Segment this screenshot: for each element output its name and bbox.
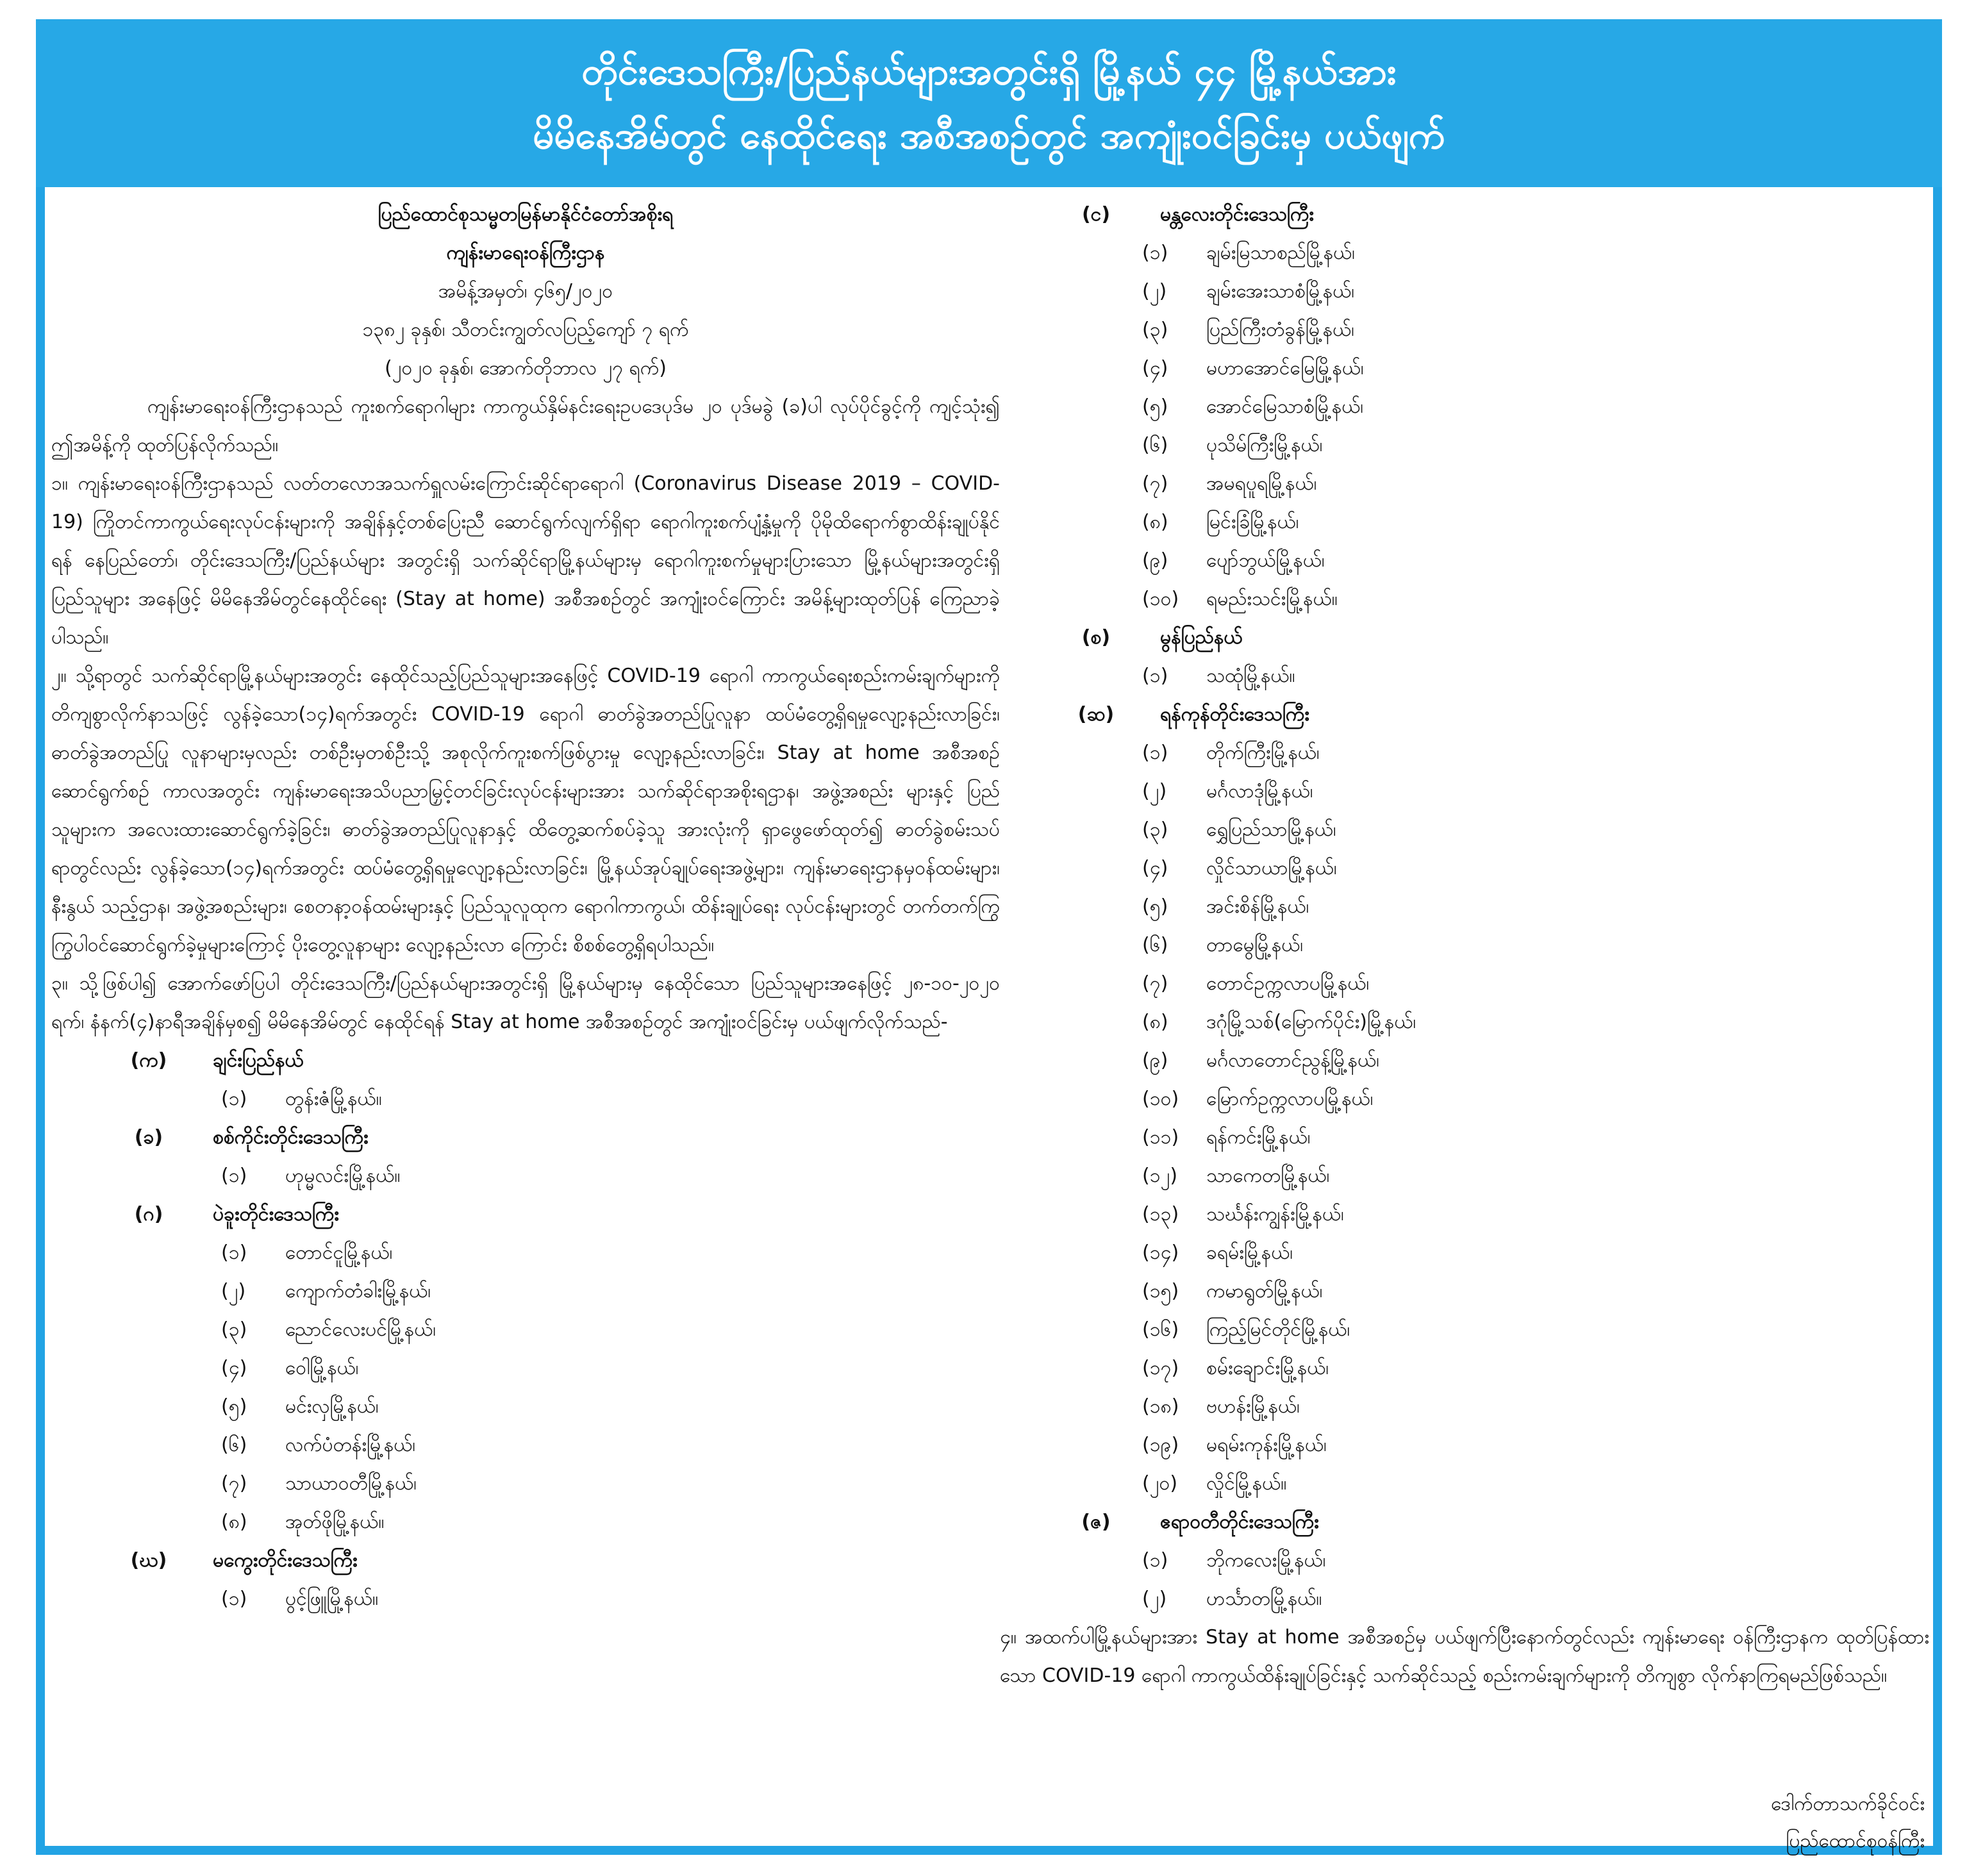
item-number: (၆): [1142, 434, 1168, 456]
item-number: (၃): [1142, 319, 1168, 341]
township-name: မြောက်ဥက္ကလာပမြို့နယ်၊: [1206, 1088, 1374, 1110]
item-number: (၂): [1142, 780, 1167, 802]
township-name: လှိုင်သာယာမြို့နယ်၊: [1206, 857, 1337, 879]
township-list-item: [1000, 965, 1929, 1003]
township-name: ရွှေပြည်သာမြို့နယ်၊: [1206, 818, 1336, 841]
township-name: ဘိုကလေးမြို့နယ်၊: [1206, 1549, 1326, 1572]
township-name: တာမွေမြို့နယ်၊: [1206, 934, 1304, 956]
section-heading: [51, 1195, 1000, 1234]
section-label: (င): [1081, 203, 1111, 226]
township-list-item: [1000, 734, 1929, 772]
township-list-item: [1000, 888, 1929, 926]
township-list-item: [1000, 426, 1929, 465]
item-number: (၁၄): [1142, 1241, 1179, 1264]
township-list-item: [1000, 1426, 1929, 1465]
item-number: (၂): [1142, 1588, 1167, 1610]
item-number: (၁၀): [1142, 588, 1179, 610]
township-name: လက်ပံတန်းမြို့နယ်၊: [285, 1434, 416, 1456]
township-name: ပျော်ဘွယ်မြို့နယ်၊: [1206, 549, 1325, 572]
item-number: (၁၉): [1142, 1434, 1179, 1456]
date-myanmar: ၁၃၈၂ ခုနှစ်၊ သီတင်းကျွတ်လပြည့်ကျော် ၇ ရက်: [362, 319, 689, 341]
item-number: (၁၀): [1142, 1088, 1179, 1110]
intro-paragraph: ကျန်းမာရေးဝန်ကြီးဌာနသည် ကူးစက်ရောဂါများ ကာကွယ်နှိမ်နင်းရေးဥပဒေပုဒ်မ ၂၀ ပုဒ်မခွဲ (ခ)ပါ လုပ်ပိုင်ခွင့်ကို ကျင့်သုံး၍ ဤအမိန့်ကို ထုတ်ပြန်လိုက်သည်။: [51, 395, 1000, 456]
government-name: ပြည်ထောင်စုသမ္မတမြန်မာနိုင်ငံတော်အစိုးရ: [378, 203, 674, 226]
township-name: သာကေတမြို့နယ်၊: [1206, 1165, 1330, 1187]
section-region-name: ပဲခူးတိုင်းဒေသကြီး: [213, 1203, 339, 1225]
item-number: (၈): [1142, 511, 1168, 533]
township-name: ရန်ကင်းမြို့နယ်၊: [1206, 1126, 1311, 1149]
township-name: မြင်းခြံမြို့နယ်၊: [1206, 511, 1299, 533]
item-number: (၁): [1142, 665, 1168, 687]
township-name: တွန်းဇံမြို့နယ်။: [285, 1088, 382, 1110]
paragraph-4: ၄။ အထက်ပါမြို့နယ်များအား Stay at home အစီအစဉ်မှ ပယ်ဖျက်ပြီးနောက်တွင်လည်း ကျန်းမာရေး ဝန်ကြီးဌာနက ထုတ်ပြန်ထားသော COVID-19 ရောဂါ ကာကွယ်ထိန်းချုပ်ခြင်းနှင့် သက်ဆိုင်သည့် စည်းကမ်းချက်များကို တိကျစွာ လိုက်နာကြရမည်ဖြစ်သည်။: [1000, 1626, 1929, 1687]
township-list-item: [1000, 465, 1929, 503]
township-list-item: [1000, 1311, 1929, 1349]
date-gregorian: (၂၀၂၀ ခုနှစ်၊ အောက်တိုဘာလ ၂၇ ရက်): [385, 357, 667, 379]
township-list-item: [51, 1234, 1000, 1272]
item-number: (၁၈): [1142, 1395, 1179, 1418]
township-list-item: [1000, 811, 1929, 849]
section-label: (ဇ): [1081, 1511, 1111, 1533]
item-number: (၄): [1142, 857, 1168, 879]
township-list-item: [51, 1080, 1000, 1118]
township-name: မရမ်းကုန်းမြို့နယ်၊: [1206, 1434, 1327, 1456]
item-number: (၃): [1142, 818, 1168, 841]
section-region-name: စစ်ကိုင်းတိုင်းဒေသကြီး: [213, 1126, 369, 1149]
township-name: ပုသိမ်ကြီးမြို့နယ်၊: [1206, 434, 1323, 456]
item-number: (၁): [1142, 742, 1168, 764]
section-heading: [1000, 618, 1929, 657]
item-number: (၅): [1142, 895, 1168, 918]
township-list-item: [1000, 1541, 1929, 1580]
township-list-item: [1000, 1580, 1929, 1618]
item-number: (၅): [221, 1395, 247, 1418]
right-sections-list: [1000, 195, 1929, 1618]
township-list-item: [51, 1272, 1000, 1311]
township-list-item: [1000, 272, 1929, 311]
header-banner: [36, 19, 1942, 187]
section-label: (ဆ): [1077, 703, 1115, 726]
item-number: (၁): [221, 1165, 247, 1187]
township-name: သင်္ဃန်းကျွန်းမြို့နယ်၊: [1206, 1203, 1344, 1225]
township-list-item: [1000, 311, 1929, 349]
item-number: (၈): [1142, 1011, 1168, 1033]
township-list-item: [1000, 849, 1929, 888]
item-number: (၉): [1142, 549, 1168, 572]
signatory-name: ဒေါက်တာသက်ခိုင်ဝင်း: [1771, 1793, 1925, 1815]
township-list-item: [1000, 580, 1929, 618]
paragraph-3: ၃။ သို့ဖြစ်ပါ၍ အောက်ဖော်ပြပါ တိုင်းဒေသကြီး/ပြည်နယ်များအတွင်းရှိ မြို့နယ်များမှ နေထိုင်သော ပြည်သူများအနေဖြင့် ၂၈-၁၀-၂၀၂၀ ရက်၊ နံနက်(၄)နာရီအချိန်မှစ၍ မိမိနေအိမ်တွင် နေထိုင်ရန် Stay at home အစီအစဉ်တွင် အကျုံးဝင်ခြင်းမှ ပယ်ဖျက်လိုက်သည်-: [51, 972, 1000, 1033]
township-name: ချမ်းအေးသာစံမြို့နယ်၊: [1206, 280, 1355, 303]
township-list-item: [1000, 926, 1929, 965]
township-list-item: [51, 1426, 1000, 1465]
item-number: (၁၅): [1142, 1280, 1179, 1302]
item-number: (၁၂): [1142, 1165, 1178, 1187]
item-number: (၁၃): [1142, 1203, 1179, 1225]
township-list-item: [51, 1311, 1000, 1349]
headline-line-2: မိမိနေအိမ်တွင် နေထိုင်ရေး အစီအစဉ်တွင် အကျုံးဝင်ခြင်းမှ ပယ်ဖျက်: [533, 113, 1445, 157]
township-name: ရမည်းသင်းမြို့နယ်။: [1206, 588, 1338, 610]
item-number: (၁): [1142, 242, 1168, 264]
township-list-item: [51, 1580, 1000, 1618]
right-column: [1000, 195, 1929, 1695]
section-label: (ဂ): [134, 1203, 163, 1225]
township-name: အုတ်ဖိုမြို့နယ်။: [285, 1511, 385, 1533]
item-number: (၃): [221, 1318, 247, 1341]
section-heading: [1000, 195, 1929, 234]
item-number: (၂၀): [1142, 1472, 1178, 1495]
township-list-item: [1000, 349, 1929, 388]
township-name: ကြည့်မြင်တိုင်မြို့နယ်၊: [1206, 1318, 1350, 1341]
section-region-name: ရန်ကုန်တိုင်းဒေသကြီး: [1160, 703, 1309, 726]
item-number: (၄): [221, 1357, 247, 1379]
township-name: သထုံမြို့နယ်။: [1206, 665, 1295, 687]
township-list-item: [1000, 1042, 1929, 1080]
item-number: (၇): [1142, 972, 1168, 995]
township-list-item: [51, 1503, 1000, 1541]
left-sections-list: [51, 1042, 1000, 1618]
township-name: လှိုင်မြို့နယ်။: [1206, 1472, 1287, 1495]
item-number: (၅): [1142, 395, 1168, 418]
township-name: သာယာဝတီမြို့နယ်၊: [285, 1472, 417, 1495]
township-name: စမ်းချောင်းမြို့နယ်၊: [1206, 1357, 1329, 1379]
township-name: မဟာအောင်မြေမြို့နယ်၊: [1206, 357, 1364, 379]
township-name: အမရပူရမြို့နယ်၊: [1206, 472, 1317, 495]
order-number: အမိန့်အမှတ်၊ ၄၆၅/၂၀၂၀: [438, 280, 613, 303]
township-name: ညောင်လေးပင်မြို့နယ်၊: [285, 1318, 436, 1341]
section-heading: [1000, 695, 1929, 734]
township-name: ဝေါမြို့နယ်၊: [285, 1357, 359, 1379]
section-heading: [51, 1541, 1000, 1580]
township-name: ဒဂုံမြို့သစ်(မြောက်ပိုင်း)မြို့နယ်၊: [1206, 1011, 1416, 1033]
township-list-item: [1000, 1118, 1929, 1157]
item-number: (၁): [221, 1088, 247, 1110]
item-number: (၆): [221, 1434, 247, 1456]
section-heading: [51, 1042, 1000, 1080]
township-list-item: [1000, 388, 1929, 426]
township-name: ကျောက်တံခါးမြို့နယ်၊: [285, 1280, 431, 1302]
township-list-item: [1000, 1388, 1929, 1426]
section-label: (ခ): [134, 1126, 163, 1149]
township-list-item: [1000, 1465, 1929, 1503]
signature-block: [1771, 1786, 1925, 1860]
township-name: တောင်ဥက္ကလာပမြို့နယ်၊: [1206, 972, 1370, 995]
item-number: (၂): [221, 1280, 246, 1302]
left-column: [51, 195, 1000, 1618]
item-number: (၂): [1142, 280, 1167, 303]
section-region-name: မကွေးတိုင်းဒေသကြီး: [213, 1549, 358, 1572]
township-name: တောင်ငူမြို့နယ်၊: [285, 1241, 393, 1264]
headline-line-1: တိုင်းဒေသကြီး/ပြည်နယ်များအတွင်းရှိ မြို့နယ် ၄၄ မြို့နယ်အား: [581, 49, 1397, 93]
township-list-item: [1000, 1157, 1929, 1195]
paragraph-2: ၂။ သို့ရာတွင် သက်ဆိုင်ရာမြို့နယ်များအတွင်း နေထိုင်သည့်ပြည်သူများအနေဖြင့် COVID-19 ရောဂါ ကာကွယ်ရေးစည်းကမ်းချက်များကို တိကျစွာလိုက်နာသဖြင့် လွန်ခဲ့သော(၁၄)ရက်အတွင်း COVID-19 ရောဂါ ဓာတ်ခွဲအတည်ပြုလူနာ ထပ်မံတွေ့ရှိရမှုလျော့နည်းလာခြင်း၊ ဓာတ်ခွဲအတည်ပြု လူနာများမှလည်း တစ်ဦးမှတစ်ဦးသို့ အစုလိုက်ကူးစက်ဖြစ်ပွားမှု လျော့နည်းလာခြင်း၊ Stay at home အစီအစဉ် ဆောင်ရွက်စဉ် ကာလအတွင်း ကျန်းမာရေးအသိပညာမြှင့်တင်ခြင်းလုပ်ငန်းများအား သက်ဆိုင်ရာအစိုးရဌာန၊ အဖွဲ့အစည်း များနှင့် ပြည်သူများက အလေးထားဆောင်ရွက်ခဲ့ခြင်း၊ ဓာတ်ခွဲအတည်ပြုလူနာနှင့် ထိတွေ့ဆက်စပ်ခဲ့သူ အားလုံးကို ရှာဖွေဖော်ထုတ်၍ ဓာတ်ခွဲစမ်းသပ်ရာတွင်လည်း လွန်ခဲ့သော(၁၄)ရက်အတွင်း ထပ်မံတွေ့ရှိရမှုလျော့နည်းလာခြင်း၊ မြို့နယ်အုပ်ချုပ်ရေးအဖွဲ့များ၊ ကျန်းမာရေးဌာနမှဝန်ထမ်းများ၊ နီးနွယ် သည့်ဌာန၊ အဖွဲ့အစည်းများ၊ စေတနာ့ဝန်ထမ်းများနှင့် ပြည်သူလူထုက ရောဂါကာကွယ်၊ ထိန်းချုပ်ရေး လုပ်ငန်းများတွင် တက်တက်ကြွကြွပါဝင်ဆောင်ရွက်ခဲ့မှုများကြောင့် ပိုးတွေ့လူနာများ လျော့နည်းလာ ကြောင်း စိစစ်တွေ့ရှိရပါသည်။: [51, 665, 1000, 956]
item-number: (၁): [221, 1241, 247, 1264]
township-list-item: [1000, 503, 1929, 542]
township-name: မင်းလှမြို့နယ်၊: [285, 1395, 379, 1418]
township-name: မင်္ဂလာတောင်ညွန့်မြို့နယ်၊: [1206, 1049, 1379, 1072]
ministry-name: ကျန်းမာရေးဝန်ကြီးဌာန: [446, 242, 605, 264]
section-heading: [1000, 1503, 1929, 1541]
section-label: (ဃ): [130, 1549, 167, 1572]
section-region-name: မွန်ပြည်နယ်: [1160, 626, 1243, 649]
signatory-title: ပြည်ထောင်စုဝန်ကြီး: [1786, 1830, 1925, 1852]
item-number: (၆): [1142, 934, 1168, 956]
item-number: (၁၁): [1142, 1126, 1179, 1149]
township-name: ဟင်္သာတမြို့နယ်။: [1206, 1588, 1322, 1610]
section-region-name: ချင်းပြည်နယ်: [213, 1049, 304, 1072]
township-name: မင်္ဂလာဒုံမြို့နယ်၊: [1206, 780, 1313, 802]
paragraph-1: ၁။ ကျန်းမာရေးဝန်ကြီးဌာနသည် လတ်တလောအသက်ရှူလမ်းကြောင်းဆိုင်ရာရောဂါ (Coronavirus Disease 2019 – COVID-19) ကြိုတင်ကာကွယ်ရေးလုပ်ငန်းများကို အချိန်နှင့်တစ်ပြေးညီ ဆောင်ရွက်လျက်ရှိရာ ရောဂါကူးစက်ပျံ့နှံ့မှုကို ပိုမိုထိရောက်စွာထိန်းချုပ်နိုင်ရန် နေပြည်တော်၊ တိုင်းဒေသကြီး/ပြည်နယ်များ အတွင်းရှိ သက်ဆိုင်ရာမြို့နယ်များမှ ရောဂါကူးစက်မှုများပြားသော မြို့နယ်များအတွင်းရှိ ပြည်သူများ အနေဖြင့် မိမိနေအိမ်တွင်နေထိုင်ရေး (Stay at home) အစီအစဉ်တွင် အကျုံးဝင်ကြောင်း အမိန့်များထုတ်ပြန် ကြေညာခဲ့ပါသည်။: [51, 472, 1000, 649]
township-list-item: [1000, 542, 1929, 580]
township-name: ကမာရွတ်မြို့နယ်၊: [1206, 1280, 1323, 1302]
township-list-item: [1000, 1349, 1929, 1388]
item-number: (၁၆): [1142, 1318, 1179, 1341]
township-list-item: [1000, 1234, 1929, 1272]
township-name: ခရမ်းမြို့နယ်၊: [1206, 1241, 1293, 1264]
township-list-item: [1000, 1195, 1929, 1234]
township-list-item: [1000, 772, 1929, 811]
township-list-item: [1000, 1003, 1929, 1042]
township-name: တိုက်ကြီးမြို့နယ်၊: [1206, 742, 1320, 764]
item-number: (၄): [1142, 357, 1168, 379]
township-list-item: [1000, 657, 1929, 695]
township-name: ပွင့်ဖြူမြို့နယ်။: [285, 1588, 379, 1610]
item-number: (၇): [221, 1472, 247, 1495]
township-list-item: [51, 1465, 1000, 1503]
section-heading: [51, 1118, 1000, 1157]
township-list-item: [51, 1388, 1000, 1426]
section-region-name: မန္တလေးတိုင်းဒေသကြီး: [1160, 203, 1314, 226]
township-name: ဟုမ္မလင်းမြို့နယ်။: [285, 1165, 401, 1187]
township-list-item: [1000, 234, 1929, 272]
item-number: (၁): [221, 1588, 247, 1610]
item-number: (၁): [1142, 1549, 1168, 1572]
township-name: ချမ်းမြသာစည်မြို့နယ်၊: [1206, 242, 1355, 264]
section-region-name: ဧရာဝတီတိုင်းဒေသကြီး: [1160, 1511, 1319, 1533]
item-number: (၈): [221, 1511, 247, 1533]
township-name: အင်းစိန်မြို့နယ်၊: [1206, 895, 1309, 918]
township-list-item: [51, 1349, 1000, 1388]
section-label: (စ): [1081, 626, 1111, 649]
section-label: (က): [130, 1049, 167, 1072]
item-number: (၉): [1142, 1049, 1168, 1072]
item-number: (၁၇): [1142, 1357, 1179, 1379]
township-list-item: [1000, 1272, 1929, 1311]
township-name: အောင်မြေသာစံမြို့နယ်၊: [1206, 395, 1364, 418]
township-name: ဗဟန်းမြို့နယ်၊: [1206, 1395, 1300, 1418]
township-list-item: [51, 1157, 1000, 1195]
item-number: (၇): [1142, 472, 1168, 495]
township-list-item: [1000, 1080, 1929, 1118]
township-name: ပြည်ကြီးတံခွန်မြို့နယ်၊: [1206, 319, 1354, 341]
